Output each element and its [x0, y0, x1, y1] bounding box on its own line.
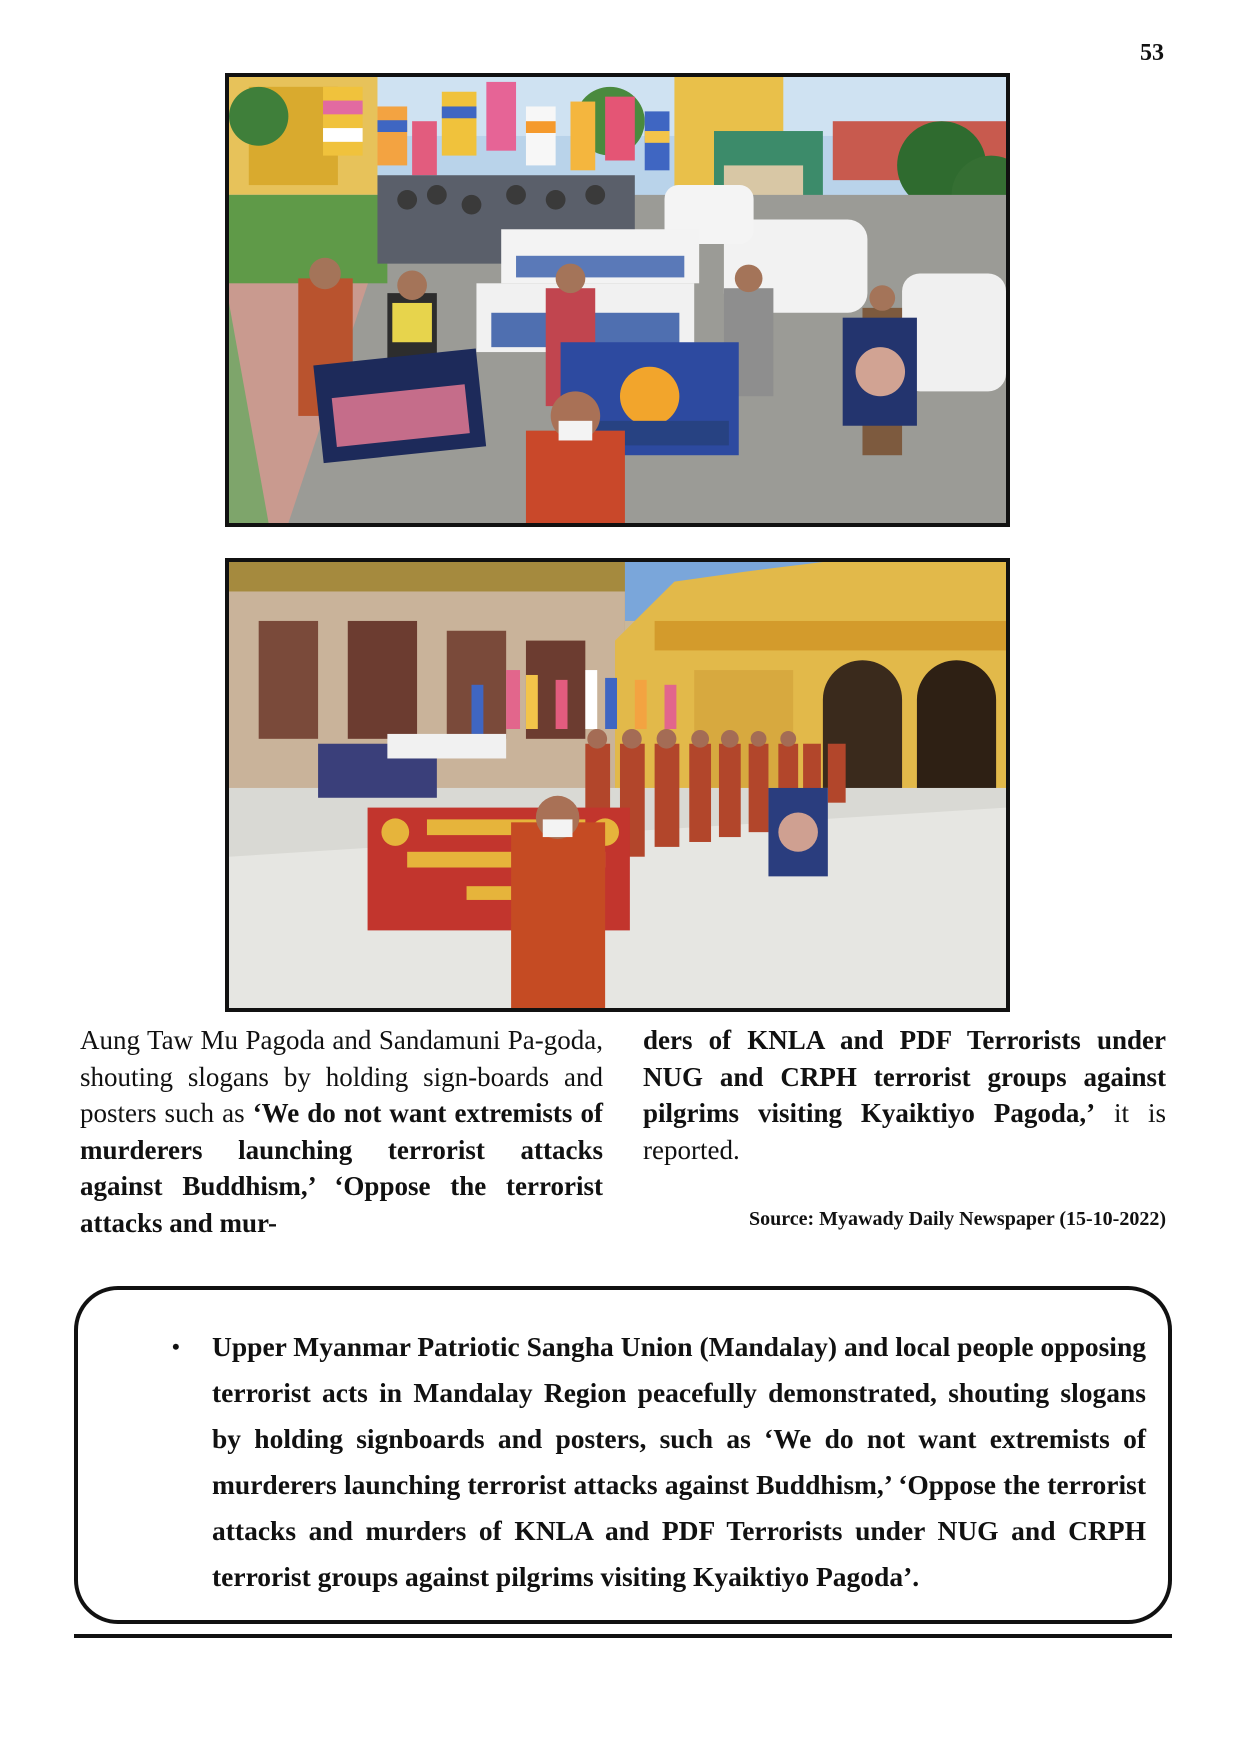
summary-text: Upper Myanmar Patriotic Sangha Union (Mandalay) and local people opposing terrorist acts in Mandalay Region peacefully demonstrated, shouting slogans by holding signboards and posters, such as ‘We do not want extremists of murderers launching terrorist attacks against Buddhism,’ ‘Oppose the terrorist attacks and murders of KNLA and PDF Terrorists under NUG and CRPH terrorist groups against pilgrims visiting Kyaiktiyo Pagoda’.	[212, 1331, 1146, 1592]
page-number: 53	[1140, 40, 1164, 66]
summary-box	[74, 1286, 1172, 1624]
article-right-plain: it is reported.	[643, 1098, 1166, 1165]
summary-item	[172, 1324, 1146, 1600]
article-left-slogan: ‘We do not want extremists of murderers launching terrorist attacks against Buddhism,’ ‘Oppose the terrorist attacks and mur-	[80, 1098, 603, 1238]
bullet-icon: •	[172, 1334, 180, 1359]
march-photo-street	[225, 73, 1010, 527]
march-photo-pagoda-courtyard	[225, 558, 1010, 1012]
article-left-plain: Aung Taw Mu Pagoda and Sandamuni Pa-goda, shouting slogans by holding sign-boards and posters such as	[80, 1025, 603, 1129]
article-left-column	[80, 1022, 603, 1242]
bottom-divider	[74, 1634, 1172, 1638]
source-citation: Source: Myawady Daily Newspaper (15-10-2022)	[748, 1208, 1166, 1230]
march-pagoda-image	[229, 562, 1006, 1008]
article-right-column	[643, 1022, 1166, 1168]
march-street-image	[229, 77, 1006, 523]
article-right-slogan: ders of KNLA and PDF Terrorists under NUG and CRPH terrorist groups against pilgrims visiting Kyaiktiyo Pagoda,’	[643, 1025, 1166, 1129]
summary-list	[136, 1324, 1146, 1600]
